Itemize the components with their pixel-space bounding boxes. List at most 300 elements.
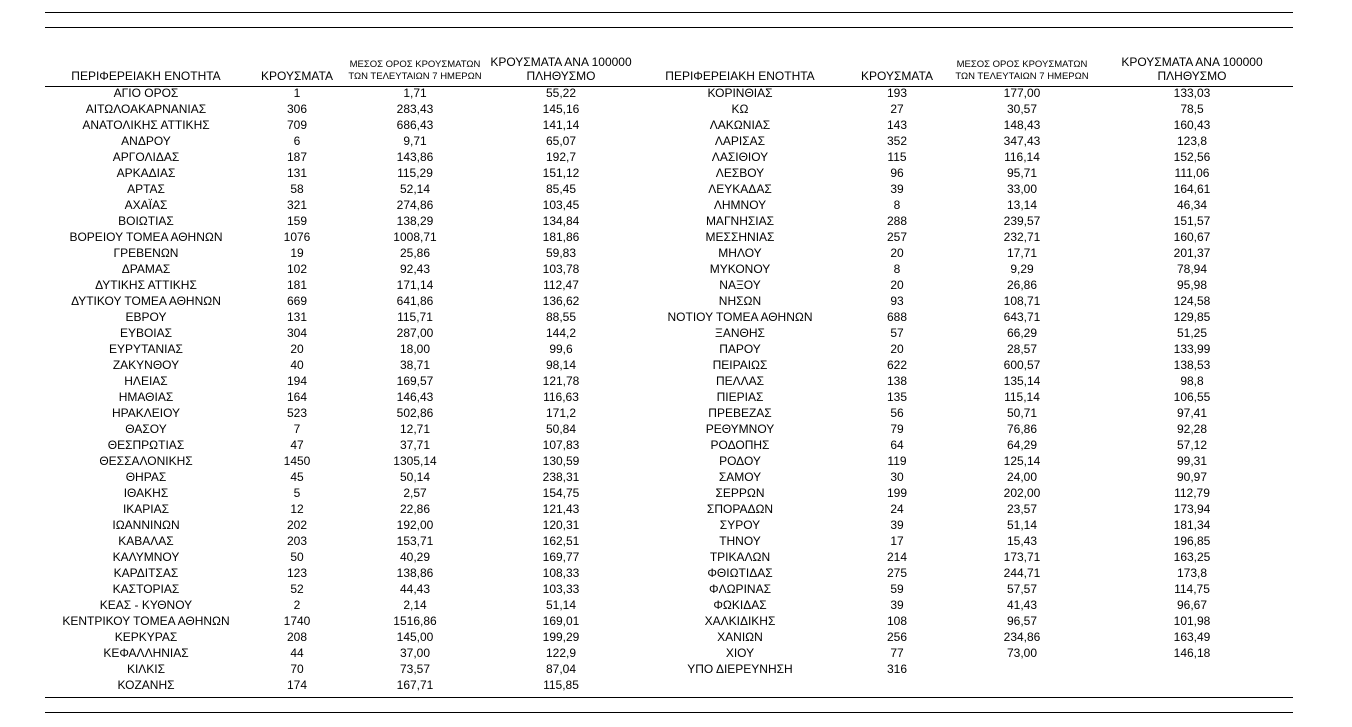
- right-avg7-cell: 30,57: [1006, 102, 1038, 116]
- left-cases-cell: 50: [290, 550, 304, 564]
- right-cases-cell: 30: [890, 470, 904, 484]
- table-row: [45, 549, 1293, 565]
- left-cases-cell: 1740: [283, 614, 311, 628]
- right-region-cell: ΜΗΛΟΥ: [718, 246, 762, 260]
- left-region-cell: ΚΕΑΣ - ΚΥΘΝΟΥ: [99, 598, 193, 612]
- left-avg7-cell: 145,00: [396, 630, 434, 644]
- left-region-cell: ΘΑΣΟΥ: [125, 422, 167, 436]
- left-avg7-cell: 92,43: [399, 262, 431, 276]
- right-cases-cell: 108: [886, 614, 908, 628]
- left-avg7-cell: 44,43: [399, 582, 431, 596]
- left-region-cell: ΙΘΑΚΗΣ: [123, 486, 169, 500]
- right-per100k-cell: 133,03: [1173, 86, 1211, 100]
- left-cases-cell: 44: [290, 646, 304, 660]
- right-per100k-cell: 133,99: [1173, 342, 1211, 356]
- right-per100k-cell: 101,98: [1173, 614, 1211, 628]
- table-row: [45, 325, 1293, 341]
- left-cases-cell: 5: [293, 486, 301, 500]
- right-cases-cell: 17: [890, 534, 904, 548]
- left-cases-cell: 123: [286, 566, 308, 580]
- right-avg7-cell: 51,14: [1006, 518, 1038, 532]
- right-avg7-cell: 9,29: [1010, 262, 1034, 276]
- cases-table-container: [45, 50, 1293, 693]
- header-region-left: ΠΕΡΙΦΕΡΕΙΑΚΗ ΕΝΟΤΗΤΑ: [71, 69, 221, 83]
- left-cases-cell: 40: [290, 358, 304, 372]
- right-region-cell: ΜΕΣΣΗΝΙΑΣ: [705, 230, 775, 244]
- left-region-cell: ΑΝΑΤΟΛΙΚΗΣ ΑΤΤΙΚΗΣ: [82, 118, 210, 132]
- table-row: [45, 629, 1293, 645]
- right-region-cell: ΣΕΡΡΩΝ: [715, 486, 765, 500]
- header-avg-right: ΜΕΣΟΣ ΟΡΟΣ ΚΡΟΥΣΜΑΤΩΝ ΤΩΝ ΤΕΛΕΥΤΑΙΩΝ 7 ΗΜΕΡΩΝ: [955, 59, 1089, 82]
- left-per100k-cell: 59,83: [545, 246, 577, 260]
- table-row: [45, 85, 1293, 101]
- left-region-cell: ΔΥΤΙΚΟΥ ΤΟΜΕΑ ΑΘΗΝΩΝ: [71, 294, 221, 308]
- left-per100k-cell: 122,9: [545, 646, 577, 660]
- right-avg7-cell: 73,00: [1006, 646, 1038, 660]
- left-avg7-cell: 115,71: [397, 310, 433, 324]
- left-cases-cell: 19: [290, 246, 304, 260]
- table-row: [45, 101, 1293, 117]
- table-row: [45, 469, 1293, 485]
- cases-table: [45, 50, 1293, 693]
- right-avg7-cell: [953, 661, 1091, 677]
- left-region-cell: ΒΟΡΕΙΟΥ ΤΟΜΕΑ ΑΘΗΝΩΝ: [69, 230, 223, 244]
- left-per100k-cell: 151,12: [542, 166, 580, 180]
- left-region-cell: ΗΜΑΘΙΑΣ: [118, 390, 174, 404]
- right-per100k-cell: 95,98: [1176, 278, 1208, 292]
- right-region-cell: ΜΑΓΝΗΣΙΑΣ: [705, 214, 775, 228]
- table-row: [45, 581, 1293, 597]
- left-region-cell: ΑΙΤΩΛΟΑΚΑΡΝΑΝΙΑΣ: [85, 102, 207, 116]
- left-per100k-cell: 88,55: [545, 310, 577, 324]
- left-region-cell: ΒΟΙΩΤΙΑΣ: [118, 214, 174, 228]
- table-row: [45, 453, 1293, 469]
- left-cases-cell: 174: [286, 678, 308, 692]
- left-region-cell: ΓΡΕΒΕΝΩΝ: [113, 246, 179, 260]
- left-per100k-cell: 121,78: [542, 374, 580, 388]
- left-per100k-cell: 192,7: [545, 150, 577, 164]
- right-avg7-cell: 244,71: [1003, 566, 1041, 580]
- right-region-cell: ΦΘΙΩΤΙΔΑΣ: [707, 566, 773, 580]
- right-cases-cell: 256: [886, 630, 908, 644]
- table-row: [45, 293, 1293, 309]
- right-cases-cell: 199: [886, 486, 908, 500]
- right-region-cell: [639, 677, 841, 693]
- left-per100k-cell: 107,83: [542, 438, 580, 452]
- right-per100k-cell: 164,61: [1173, 182, 1211, 196]
- right-avg7-cell: 41,43: [1006, 598, 1038, 612]
- right-avg7-cell: 57,57: [1006, 582, 1038, 596]
- header-region-right: ΠΕΡΙΦΕΡΕΙΑΚΗ ΕΝΟΤΗΤΑ: [665, 69, 815, 83]
- right-region-cell: ΚΩ: [731, 102, 749, 116]
- right-avg7-cell: 95,71: [1006, 166, 1038, 180]
- left-cases-cell: 102: [286, 262, 308, 276]
- right-per100k-cell: [1091, 677, 1293, 693]
- right-per100k-cell: 99,31: [1176, 454, 1208, 468]
- left-region-cell: ΕΥΒΟΙΑΣ: [119, 326, 173, 340]
- left-region-cell: ΕΒΡΟΥ: [125, 310, 167, 324]
- right-avg7-cell: 125,14: [1003, 454, 1041, 468]
- left-per100k-cell: 136,62: [542, 294, 580, 308]
- right-region-cell: ΛΕΣΒΟΥ: [715, 166, 765, 180]
- right-avg7-cell: 24,00: [1006, 470, 1038, 484]
- left-avg7-cell: 12,71: [399, 422, 431, 436]
- left-per100k-cell: 98,14: [545, 358, 577, 372]
- header-avg-left: ΜΕΣΟΣ ΟΡΟΣ ΚΡΟΥΣΜΑΤΩΝ ΤΩΝ ΤΕΛΕΥΤΑΙΩΝ 7 ΗΜΕΡΩΝ: [348, 59, 482, 82]
- left-region-cell: ΑΡΤΑΣ: [127, 182, 165, 196]
- left-per100k-cell: 65,07: [545, 134, 577, 148]
- left-region-cell: ΘΕΣΠΡΩΤΙΑΣ: [107, 438, 185, 452]
- right-region-cell: ΤΗΝΟΥ: [719, 534, 761, 548]
- left-per100k-cell: 99,6: [549, 342, 573, 356]
- right-cases-cell: 138: [886, 374, 908, 388]
- left-avg7-cell: 38,71: [399, 358, 431, 372]
- left-cases-cell: 47: [290, 438, 304, 452]
- right-region-cell: ΛΑΚΩΝΙΑΣ: [709, 118, 771, 132]
- table-row: [45, 277, 1293, 293]
- left-region-cell: ΚΑΛΥΜΝΟΥ: [112, 550, 180, 564]
- left-per100k-cell: 141,14: [542, 118, 580, 132]
- left-region-cell: ΚΟΖΑΝΗΣ: [117, 678, 175, 692]
- left-avg7-cell: 169,57: [396, 374, 434, 388]
- right-avg7-cell: 173,71: [1003, 550, 1041, 564]
- right-per100k-cell: [1091, 661, 1293, 677]
- left-cases-cell: 45: [290, 470, 304, 484]
- right-cases-cell: [841, 677, 953, 693]
- right-cases-cell: 57: [890, 326, 904, 340]
- left-region-cell: ΑΧΑΪΑΣ: [124, 198, 168, 212]
- left-region-cell: ΖΑΚΥΝΘΟΥ: [112, 358, 180, 372]
- right-per100k-cell: 46,34: [1176, 198, 1208, 212]
- right-avg7-cell: 28,57: [1006, 342, 1038, 356]
- left-per100k-cell: 115,85: [543, 678, 579, 692]
- left-avg7-cell: 274,86: [396, 198, 434, 212]
- table-row: [45, 197, 1293, 213]
- table-row: [45, 437, 1293, 453]
- bottom-rule-2: [45, 712, 1293, 713]
- left-cases-cell: 187: [286, 150, 308, 164]
- left-cases-cell: 58: [290, 182, 304, 196]
- right-avg7-cell: 15,43: [1006, 534, 1038, 548]
- right-per100k-cell: 181,34: [1173, 518, 1211, 532]
- right-cases-cell: 8: [893, 198, 901, 212]
- right-region-cell: ΡΟΔΟΥ: [719, 454, 761, 468]
- left-cases-cell: 52: [290, 582, 304, 596]
- right-cases-cell: 27: [890, 102, 904, 116]
- left-avg7-cell: 1008,71: [393, 230, 437, 244]
- table-row: [45, 245, 1293, 261]
- left-cases-cell: 1450: [283, 454, 311, 468]
- right-avg7-cell: 148,43: [1003, 118, 1041, 132]
- top-rule-2: [45, 27, 1293, 28]
- right-avg7-cell: 108,71: [1003, 294, 1041, 308]
- left-avg7-cell: 153,71: [396, 534, 434, 548]
- left-cases-cell: 181: [286, 278, 308, 292]
- left-per100k-cell: 169,01: [542, 614, 580, 628]
- right-per100k-cell: 57,12: [1176, 438, 1208, 452]
- right-region-cell: ΡΕΘΥΜΝΟΥ: [705, 422, 775, 436]
- table-row: [45, 229, 1293, 245]
- left-per100k-cell: 103,45: [542, 198, 580, 212]
- left-per100k-cell: 144,2: [545, 326, 577, 340]
- left-cases-cell: 304: [286, 326, 308, 340]
- left-region-cell: ΚΙΛΚΙΣ: [126, 662, 166, 676]
- left-region-cell: ΘΗΡΑΣ: [125, 470, 167, 484]
- left-avg7-cell: 18,00: [399, 342, 431, 356]
- right-region-cell: ΝΗΣΩΝ: [718, 294, 762, 308]
- table-row: [45, 341, 1293, 357]
- right-avg7-cell: 202,00: [1003, 486, 1041, 500]
- right-region-cell: ΧΑΝΙΩΝ: [717, 630, 763, 644]
- right-cases-cell: 288: [886, 214, 908, 228]
- right-cases-cell: 24: [890, 502, 904, 516]
- header-per100k-right: ΚΡΟΥΣΜΑΤΑ ΑΝΑ 100000 ΠΛΗΘΥΣΜΟ: [1121, 55, 1263, 83]
- left-per100k-cell: 145,16: [542, 102, 580, 116]
- right-avg7-cell: 232,71: [1003, 230, 1041, 244]
- right-cases-cell: 39: [890, 182, 904, 196]
- right-cases-cell: 688: [886, 310, 908, 324]
- left-per100k-cell: 171,2: [545, 406, 577, 420]
- table-row: [45, 389, 1293, 405]
- right-avg7-cell: 239,57: [1003, 214, 1041, 228]
- left-per100k-cell: 116,63: [543, 390, 579, 404]
- right-cases-cell: 96: [890, 166, 904, 180]
- table-body: [45, 85, 1293, 693]
- right-avg7-cell: 66,29: [1006, 326, 1038, 340]
- right-per100k-cell: 114,75: [1174, 582, 1210, 596]
- left-avg7-cell: 1,71: [403, 86, 427, 100]
- right-region-cell: ΜΥΚΟΝΟΥ: [709, 262, 771, 276]
- right-per100k-cell: 173,8: [1176, 566, 1208, 580]
- table-row: [45, 373, 1293, 389]
- left-cases-cell: 523: [286, 406, 308, 420]
- left-per100k-cell: 134,84: [542, 214, 580, 228]
- right-per100k-cell: 163,25: [1173, 550, 1211, 564]
- right-per100k-cell: 78,94: [1176, 262, 1208, 276]
- right-cases-cell: 143: [886, 118, 908, 132]
- left-avg7-cell: 287,00: [396, 326, 434, 340]
- right-region-cell: ΠΑΡΟΥ: [719, 342, 761, 356]
- left-avg7-cell: 25,86: [399, 246, 431, 260]
- left-region-cell: ΙΩΑΝΝΙΝΩΝ: [112, 518, 180, 532]
- right-avg7-cell: 33,00: [1006, 182, 1038, 196]
- left-region-cell: ΚΑΡΔΙΤΣΑΣ: [113, 566, 179, 580]
- left-cases-cell: 70: [290, 662, 304, 676]
- right-cases-cell: 20: [890, 342, 904, 356]
- left-avg7-cell: 37,71: [399, 438, 431, 452]
- right-per100k-cell: 138,53: [1173, 358, 1211, 372]
- left-cases-cell: 159: [286, 214, 308, 228]
- table-row: [45, 645, 1293, 661]
- table-row: [45, 213, 1293, 229]
- right-region-cell: ΠΕΛΛΑΣ: [715, 374, 765, 388]
- right-region-cell: ΡΟΔΟΠΗΣ: [710, 438, 770, 452]
- left-avg7-cell: 502,86: [396, 406, 434, 420]
- left-region-cell: ΚΑΒΑΛΑΣ: [118, 534, 174, 548]
- table-row: [45, 117, 1293, 133]
- right-region-cell: ΛΕΥΚΑΔΑΣ: [708, 182, 772, 196]
- right-cases-cell: 115: [887, 150, 907, 164]
- left-cases-cell: 1: [293, 86, 301, 100]
- right-cases-cell: 8: [893, 262, 901, 276]
- left-avg7-cell: 192,00: [396, 518, 434, 532]
- right-per100k-cell: 163,49: [1173, 630, 1211, 644]
- right-cases-cell: 257: [886, 230, 908, 244]
- header-per100k-left: ΚΡΟΥΣΜΑΤΑ ΑΝΑ 100000 ΠΛΗΘΥΣΜΟ: [490, 55, 632, 83]
- left-per100k-cell: 50,84: [545, 422, 577, 436]
- right-region-cell: ΞΑΝΘΗΣ: [715, 326, 765, 340]
- left-cases-cell: 669: [286, 294, 308, 308]
- left-region-cell: ΑΡΚΑΔΙΑΣ: [116, 166, 176, 180]
- right-cases-cell: 20: [890, 246, 904, 260]
- right-per100k-cell: 196,85: [1173, 534, 1211, 548]
- right-per100k-cell: 146,18: [1173, 646, 1211, 660]
- right-avg7-cell: 177,00: [1003, 86, 1041, 100]
- right-region-cell: ΛΑΡΙΣΑΣ: [714, 134, 766, 148]
- left-avg7-cell: 2,14: [403, 598, 427, 612]
- left-cases-cell: 203: [286, 534, 308, 548]
- left-cases-cell: 709: [286, 118, 308, 132]
- left-region-cell: ΔΥΤΙΚΗΣ ΑΤΤΙΚΗΣ: [95, 278, 197, 292]
- left-cases-cell: 202: [286, 518, 308, 532]
- table-row: [45, 533, 1293, 549]
- left-cases-cell: 131: [286, 166, 308, 180]
- left-avg7-cell: 1305,14: [393, 454, 437, 468]
- left-region-cell: ΕΥΡΥΤΑΝΙΑΣ: [109, 342, 183, 356]
- left-cases-cell: 7: [293, 422, 301, 436]
- right-region-cell: ΣΠΟΡΑΔΩΝ: [706, 502, 774, 516]
- right-avg7-cell: 115,14: [1004, 390, 1040, 404]
- table-row: [45, 565, 1293, 581]
- left-per100k-cell: 55,22: [545, 86, 577, 100]
- right-cases-cell: 39: [890, 518, 904, 532]
- right-avg7-cell: 347,43: [1003, 134, 1041, 148]
- left-avg7-cell: 143,86: [396, 150, 434, 164]
- right-per100k-cell: 112,79: [1174, 486, 1210, 500]
- left-avg7-cell: 115,29: [397, 166, 433, 180]
- left-avg7-cell: 37,00: [399, 646, 431, 660]
- right-cases-cell: 79: [890, 422, 904, 436]
- right-avg7-cell: 234,86: [1003, 630, 1041, 644]
- table-header-row: [45, 50, 1293, 85]
- left-avg7-cell: 73,57: [399, 662, 431, 676]
- right-cases-cell: 214: [886, 550, 908, 564]
- right-per100k-cell: 129,85: [1173, 310, 1211, 324]
- left-avg7-cell: 171,14: [396, 278, 434, 292]
- right-cases-cell: 77: [890, 646, 904, 660]
- right-region-cell: ΣΥΡΟΥ: [719, 518, 761, 532]
- right-per100k-cell: 51,25: [1176, 326, 1208, 340]
- left-avg7-cell: 40,29: [399, 550, 431, 564]
- right-region-cell: ΧΙΟΥ: [725, 646, 755, 660]
- left-per100k-cell: 238,31: [542, 470, 580, 484]
- right-cases-cell: 275: [886, 566, 908, 580]
- right-per100k-cell: 124,58: [1173, 294, 1211, 308]
- right-cases-cell: 59: [890, 582, 904, 596]
- right-per100k-cell: 160,67: [1173, 230, 1211, 244]
- right-region-cell: ΠΡΕΒΕΖΑΣ: [708, 406, 772, 420]
- left-avg7-cell: 1516,86: [393, 614, 437, 628]
- table-row: [45, 661, 1293, 677]
- left-per100k-cell: 51,14: [545, 598, 577, 612]
- right-avg7-cell: 64,29: [1006, 438, 1038, 452]
- right-cases-cell: 64: [890, 438, 904, 452]
- right-avg7-cell: 135,14: [1003, 374, 1041, 388]
- left-avg7-cell: 686,43: [396, 118, 434, 132]
- right-region-cell: ΥΠΟ ΔΙΕΡΕΥΝΗΣΗ: [687, 662, 793, 676]
- right-cases-cell: 193: [886, 86, 908, 100]
- table-row: [45, 677, 1293, 693]
- right-cases-cell: 56: [890, 406, 904, 420]
- right-per100k-cell: 78,5: [1180, 102, 1204, 116]
- header-cases-left: ΚΡΟΥΣΜΑΤΑ: [261, 69, 333, 83]
- left-per100k-cell: 103,78: [542, 262, 580, 276]
- left-per100k-cell: 130,59: [542, 454, 580, 468]
- right-region-cell: ΤΡΙΚΑΛΩΝ: [709, 550, 771, 564]
- right-per100k-cell: 151,57: [1173, 214, 1211, 228]
- right-per100k-cell: 160,43: [1173, 118, 1211, 132]
- table-row: [45, 613, 1293, 629]
- left-avg7-cell: 283,43: [396, 102, 434, 116]
- left-cases-cell: 194: [286, 374, 308, 388]
- right-avg7-cell: [953, 677, 1091, 693]
- left-avg7-cell: 50,14: [399, 470, 431, 484]
- left-per100k-cell: 154,75: [542, 486, 580, 500]
- left-cases-cell: 208: [286, 630, 308, 644]
- left-region-cell: ΘΕΣΣΑΛΟΝΙΚΗΣ: [99, 454, 193, 468]
- right-per100k-cell: 152,56: [1173, 150, 1211, 164]
- header-cases-right: ΚΡΟΥΣΜΑΤΑ: [861, 69, 933, 83]
- right-region-cell: ΦΩΚΙΔΑΣ: [713, 598, 767, 612]
- right-cases-cell: 135: [886, 390, 908, 404]
- right-per100k-cell: 173,94: [1173, 502, 1211, 516]
- left-avg7-cell: 146,43: [396, 390, 434, 404]
- right-cases-cell: 39: [890, 598, 904, 612]
- right-avg7-cell: 643,71: [1003, 310, 1041, 324]
- table-row: [45, 309, 1293, 325]
- left-avg7-cell: 138,29: [396, 214, 434, 228]
- left-cases-cell: 321: [286, 198, 308, 212]
- table-row: [45, 181, 1293, 197]
- right-per100k-cell: 98,8: [1180, 374, 1204, 388]
- left-cases-cell: 306: [286, 102, 308, 116]
- right-avg7-cell: 23,57: [1006, 502, 1038, 516]
- left-cases-cell: 6: [293, 134, 301, 148]
- right-avg7-cell: 13,14: [1006, 198, 1038, 212]
- right-region-cell: ΛΗΜΝΟΥ: [713, 198, 767, 212]
- left-per100k-cell: 112,47: [543, 278, 579, 292]
- right-avg7-cell: 26,86: [1006, 278, 1038, 292]
- left-per100k-cell: 103,33: [542, 582, 580, 596]
- table-row: [45, 421, 1293, 437]
- left-per100k-cell: 85,45: [545, 182, 577, 196]
- right-cases-cell: 622: [886, 358, 908, 372]
- right-region-cell: ΧΑΛΚΙΔΙΚΗΣ: [704, 614, 776, 628]
- left-cases-cell: 20: [290, 342, 304, 356]
- left-avg7-cell: 641,86: [396, 294, 434, 308]
- right-per100k-cell: 111,06: [1174, 166, 1210, 180]
- left-cases-cell: 1076: [283, 230, 311, 244]
- table-row: [45, 261, 1293, 277]
- left-per100k-cell: 87,04: [545, 662, 577, 676]
- table-row: [45, 597, 1293, 613]
- right-region-cell: ΚΟΡΙΝΘΙΑΣ: [707, 86, 773, 100]
- right-region-cell: ΝΟΤΙΟΥ ΤΟΜΕΑ ΑΘΗΝΩΝ: [667, 310, 813, 324]
- right-avg7-cell: 116,14: [1004, 150, 1040, 164]
- right-per100k-cell: 97,41: [1176, 406, 1208, 420]
- right-per100k-cell: 201,37: [1173, 246, 1211, 260]
- left-avg7-cell: 9,71: [403, 134, 427, 148]
